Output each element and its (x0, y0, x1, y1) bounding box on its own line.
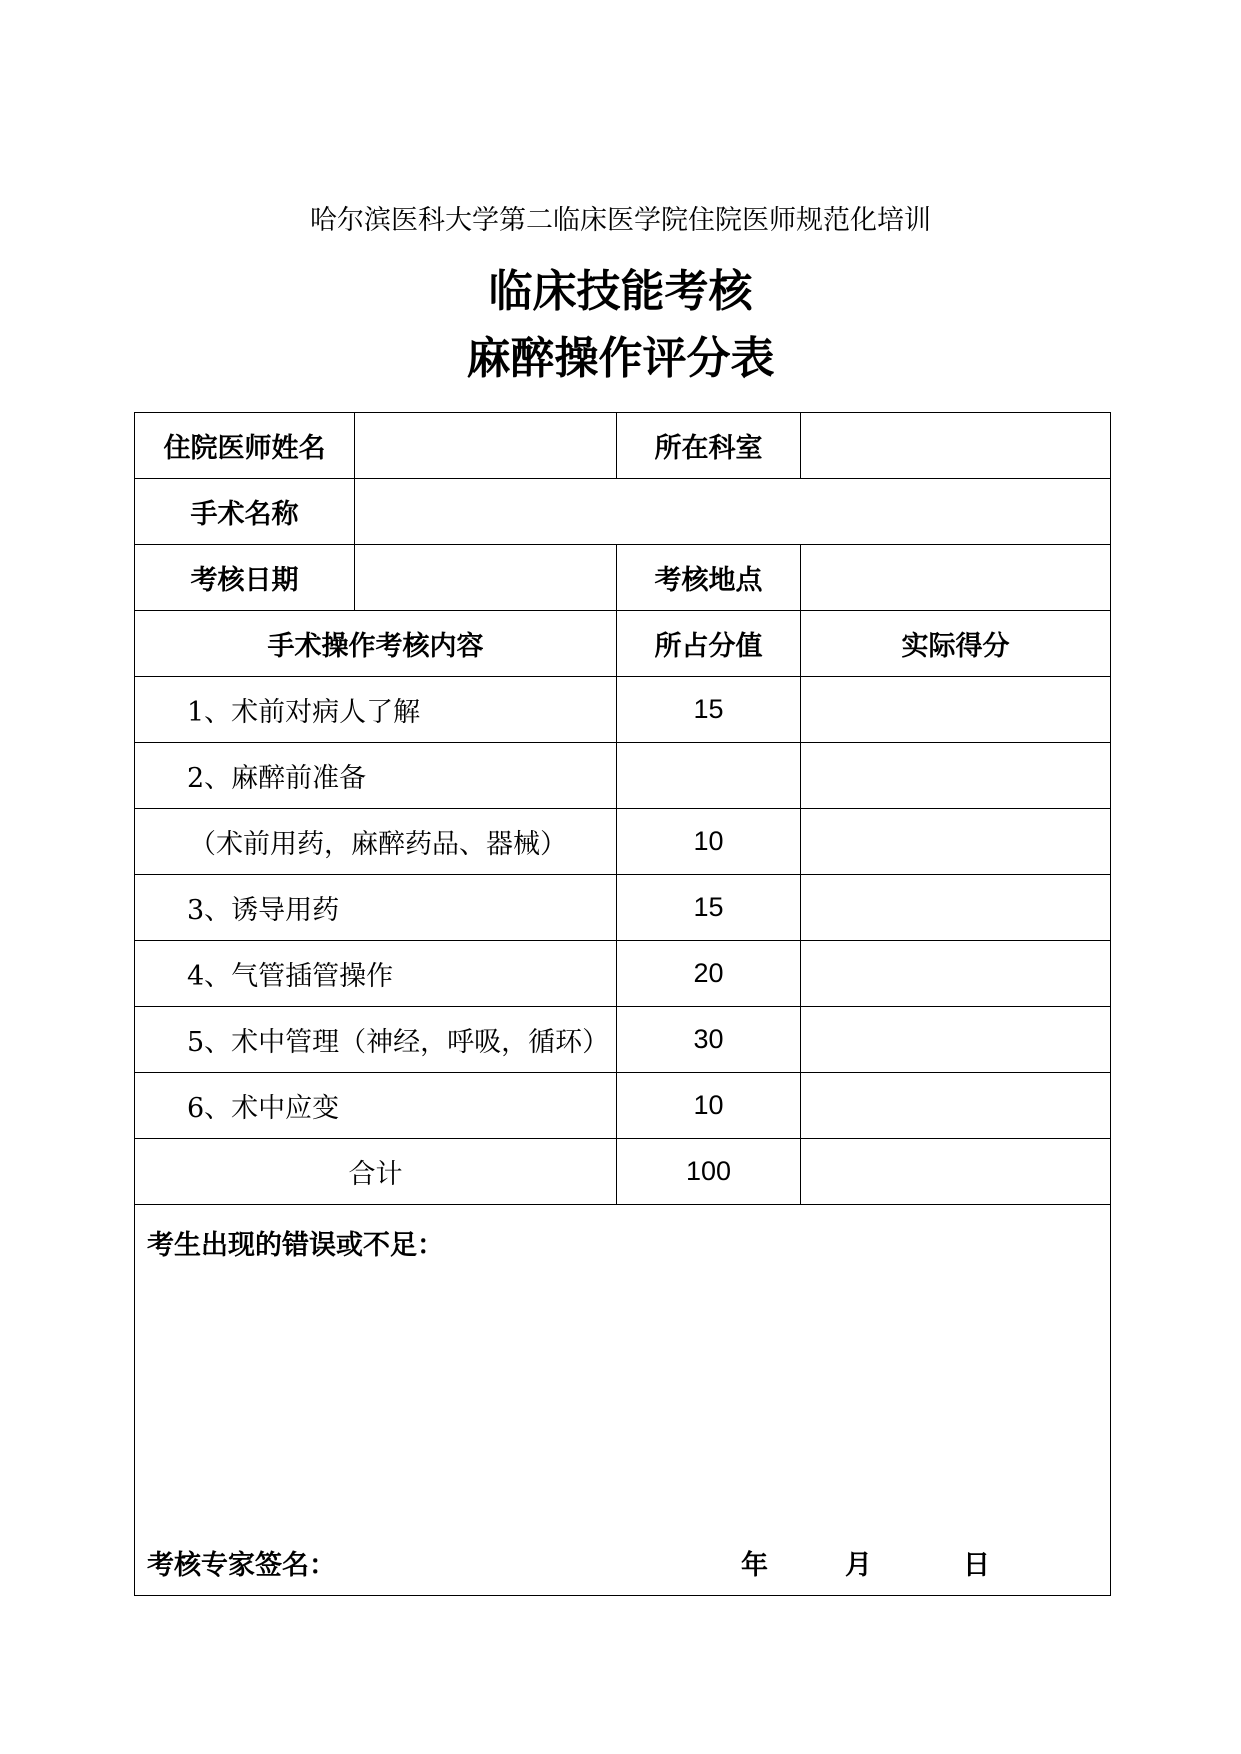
errors-label: 考生出现的错误或不足： (147, 1230, 444, 1261)
department-field[interactable] (801, 413, 1111, 479)
item-points: 20 (617, 941, 801, 1007)
page-title: 临床技能考核 (488, 266, 753, 317)
item-actual-score[interactable] (801, 743, 1111, 809)
table-row (135, 1073, 1111, 1139)
exam-row (135, 545, 1111, 611)
table-row (135, 809, 1111, 875)
item-actual-score[interactable] (801, 875, 1111, 941)
notes-area[interactable] (135, 1205, 1111, 1596)
item-points: 30 (617, 1007, 801, 1073)
item-points: 15 (617, 875, 801, 941)
item-label: 5、术中管理（神经，呼吸，循环） (135, 1007, 617, 1073)
item-label: 1、术前对病人了解 (135, 677, 617, 743)
column-header-points: 所占分值 (617, 611, 801, 677)
evaluation-table (134, 412, 1111, 1596)
date-day-label: 日 (963, 1550, 990, 1581)
item-actual-score[interactable] (801, 941, 1111, 1007)
scoring-header-row (135, 611, 1111, 677)
item-points (617, 743, 801, 809)
column-header-content: 手术操作考核内容 (135, 611, 617, 677)
surgery-name-label: 手术名称 (135, 479, 355, 545)
column-header-actual: 实际得分 (801, 611, 1111, 677)
page-subtitle: 麻醉操作评分表 (466, 333, 775, 384)
item-label: 2、麻醉前准备 (135, 743, 617, 809)
exam-location-label: 考核地点 (617, 545, 801, 611)
surgery-row (135, 479, 1111, 545)
table-row (135, 1007, 1111, 1073)
item-points: 15 (617, 677, 801, 743)
surgery-name-field[interactable] (355, 479, 1111, 545)
resident-name-label: 住院医师姓名 (135, 413, 355, 479)
resident-row (135, 413, 1111, 479)
signature-label: 考核专家签名： (147, 1550, 336, 1581)
total-row (135, 1139, 1111, 1205)
date-month-label: 月 (845, 1550, 872, 1581)
department-label: 所在科室 (617, 413, 801, 479)
item-actual-score[interactable] (801, 1073, 1111, 1139)
item-label: 4、气管插管操作 (135, 941, 617, 1007)
resident-name-field[interactable] (355, 413, 617, 479)
exam-location-field[interactable] (801, 545, 1111, 611)
item-points: 10 (617, 1073, 801, 1139)
exam-date-label: 考核日期 (135, 545, 355, 611)
item-actual-score[interactable] (801, 1007, 1111, 1073)
table-row (135, 875, 1111, 941)
total-points: 100 (617, 1139, 801, 1205)
table-row (135, 743, 1111, 809)
item-actual-score[interactable] (801, 677, 1111, 743)
item-actual-score[interactable] (801, 809, 1111, 875)
item-points: 10 (617, 809, 801, 875)
exam-date-field[interactable] (355, 545, 617, 611)
item-label: （术前用药，麻醉药品、器械） (135, 809, 617, 875)
table-row (135, 941, 1111, 1007)
notes-row (135, 1205, 1111, 1596)
total-actual-score[interactable] (801, 1139, 1111, 1205)
table-row (135, 677, 1111, 743)
total-label: 合计 (135, 1139, 617, 1205)
date-year-label: 年 (741, 1550, 768, 1581)
item-label: 6、术中应变 (135, 1073, 617, 1139)
institution-heading: 哈尔滨医科大学第二临床医学院住院医师规范化培训 (310, 205, 931, 236)
item-label: 3、诱导用药 (135, 875, 617, 941)
